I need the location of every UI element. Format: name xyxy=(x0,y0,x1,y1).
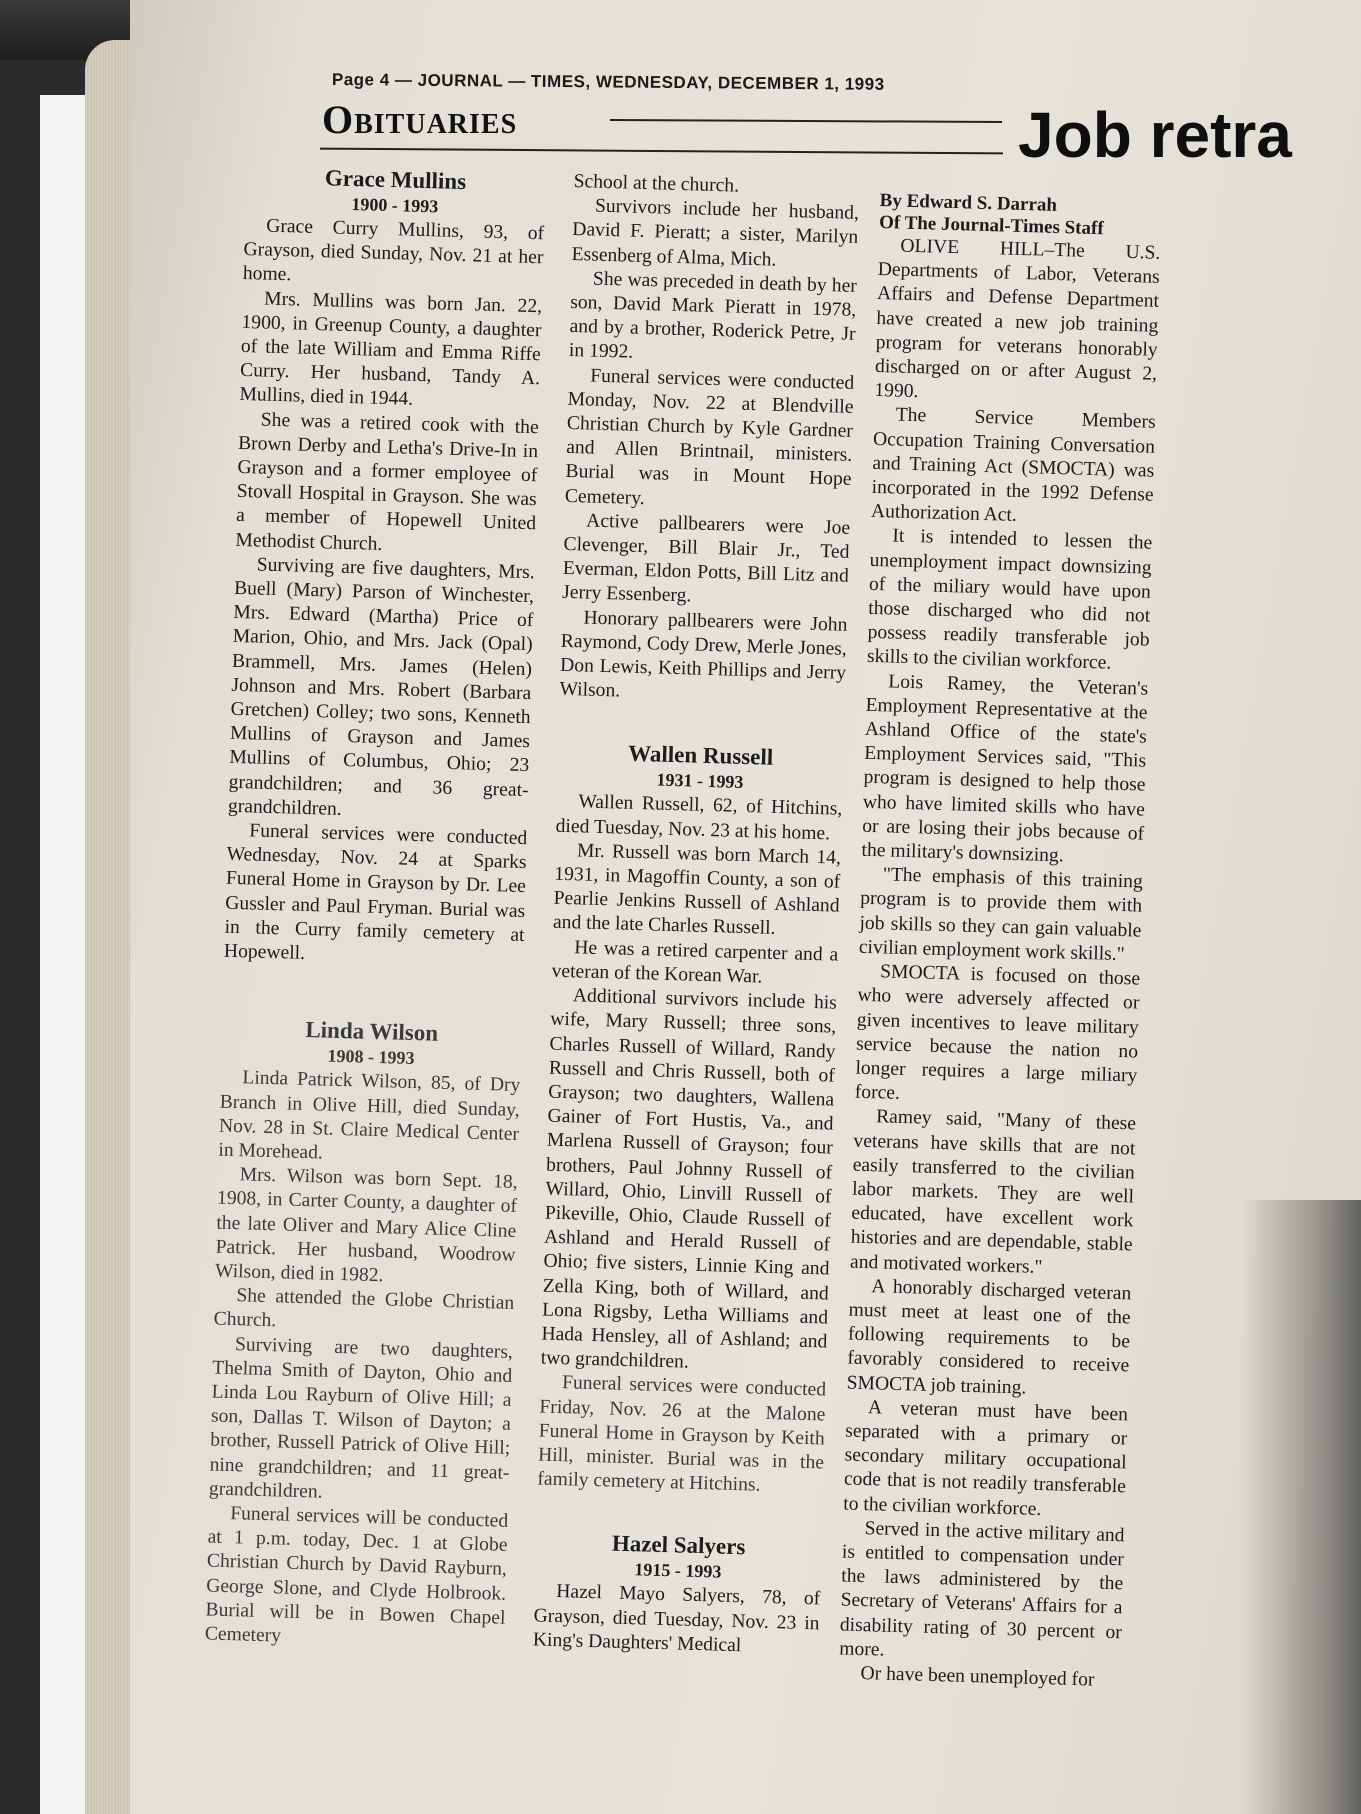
obituary-years: 1915 - 1993 xyxy=(634,1559,722,1583)
obituary-paragraph: Funeral services were conducted Wednesday, Nov. 24 at Sparks Funeral Home in Grayson by Dr. Lee Gussler and Paul Fryman. Burial was in the Curry family cemetery at Hopewell. xyxy=(223,820,528,965)
obituary-paragraph: Grace Curry Mullins, 93, of Grayson, died Sunday, Nov. 21 at her home. xyxy=(242,215,545,286)
obituary-paragraph: School at the church. xyxy=(573,170,740,197)
obituary-paragraph: Wallen Russell, 62, of Hitchins, died Tuesday, Nov. 23 at his home. xyxy=(555,791,843,845)
obituary-years: 1900 - 1993 xyxy=(351,193,439,217)
obituary-paragraph: Mr. Russell was born March 14, 1931, in Magoffin County, a son of Pearlie Jenkins Russell of Ashland and the late Charles Russell. xyxy=(552,840,842,940)
obituary-years: 1931 - 1993 xyxy=(656,770,744,793)
obituary-grace-mullins xyxy=(224,162,546,972)
obituary-paragraph: Mrs. Wilson was born Sept. 18, 1908, in Carter County, a daughter of the late Oliver and Mary Alice Cline Patrick. Her husband, Woodrow Wilson, died in 1982. xyxy=(214,1164,518,1287)
obituary-name: Hazel Salyers xyxy=(611,1530,746,1560)
obituary-paragraph: Honorary pallbearers were John Raymond, Cody Drew, Merle Jones, Don Lewis, Keith Phillips and Jerry Wilson. xyxy=(559,607,848,702)
obituary-paragraph: Survivors include her husband, David F. Pieratt; a sister, Marilyn Essenberg of Alma, Mich. xyxy=(571,195,860,271)
article-paragraph: The Service Members Occupation Training Conversation and Training Act (SMOCTA) was incorporated in the 1992 Defense Authorization Act. xyxy=(870,404,1156,527)
obituary-paragraph: Mrs. Mullins was born Jan. 22, 1900, in Greenup County, a daughter of the late William and Emma Riffe Curry. Her husband, Tandy A. Mullins, died in 1944. xyxy=(239,288,543,411)
article-paragraph: Served in the active military and is entitled to compensation under the laws administered by the Secretary of Veterans' Affairs for a disability rating of 30 percent or more. xyxy=(838,1517,1125,1661)
obituary-column-2 xyxy=(533,170,860,1660)
article-paragraph: Lois Ramey, the Veteran's Employment Representative at the Ashland Office of the state's Employment Services said, "This program is designed to help those who have limited skills who have or are losing their jobs because of the military's downsizing. xyxy=(861,671,1149,867)
obituary-column-1 xyxy=(205,162,546,1655)
obituary-paragraph: She was a retired cook with the Brown Derby and Letha's Drive-In in Grayson and a former employee of Stovall Hospital in Grayson. She was a member of Hopewell United Methodist Church. xyxy=(235,409,539,555)
article-paragraph: Ramey said, "Many of these veterans have skills that are not easily transferred to the civilian labor markets. They are well educated, have excellent work histories and are dependable, stable and motivated workers." xyxy=(849,1106,1137,1278)
obituary-paragraph: Active pallbearers were Joe Clevenger, Bill Blair Jr., Ted Everman, Eldon Potts, Bill Litz and Jerry Essenberg. xyxy=(561,510,851,607)
article-paragraph: A honorably discharged veteran must meet at least one of the following requirements to be favorably considered to receive SMOCTA job training. xyxy=(846,1275,1132,1399)
newspaper-page xyxy=(130,0,1361,1814)
obituary-paragraph: Surviving are five daughters, Mrs. Buell (Mary) Parson of Winchester, Mrs. Edward (Martha) Price of Marion, Ohio, and Mrs. Jack (Opal) Brammell, Mrs. James (Helen) Johnson and Mrs. Robert (Barbara Gretchen) Colley; two sons, Kenneth Mullins of Grayson and James Mullins of Columbus, Ohio; 23 grandchildren; and 36 great-grandchildren. xyxy=(227,554,535,820)
obituary-paragraph: Hazel Mayo Salyers, 78, of Grayson, died Tuesday, Nov. 23 in King's Daughters' Medical xyxy=(532,1581,821,1657)
obituary-paragraph: Surviving are two daughters, Thelma Smith of Dayton, Ohio and Linda Lou Rayburn of Olive Hill; a son, Dallas T. Wilson of Dayton; a brother, Russell Patrick of Olive Hill; nine grandchildren; and 11 great-grandchildren. xyxy=(208,1333,514,1503)
article-paragraph: OLIVE HILL–The U.S. Departments of Labor, Veterans Affairs and Defense Department have created a new job training program for veterans honorably discharged on or after August 2, 1990. xyxy=(874,235,1161,403)
obituary-linda-wilson xyxy=(205,1014,523,1655)
obituary-paragraph: Funeral services were conducted Monday, Nov. 22 at Blendville Christian Church by Kyle Gardner and Allen Brintnail, ministers. Burial was in Mount Hope Cemetery. xyxy=(564,365,855,509)
obituary-paragraph: Additional survivors include his wife, Mary Russell; three sons, Charles Russell of Willard, Randy Russell and Chris Russell, both of Grayson; two daughters, Wallena Gainer of Fort Hustis, Va., and Marlena Russell of Grayson; four brothers, Paul Johnny Russell of Willard, Ohio, Linvill Russell of Pikeville, Ohio, Claude Russell of Ashland and Herald Russell of Ohio; five sisters, Linnie King and Zella King, both of Willard, and Lona Rigsby, Letha Williams and Hada Hensley, all of Ashland; and two grandchildren. xyxy=(540,985,838,1373)
article-paragraph: "The emphasis of this training program is to provide them with job skills so they can gain valuable civilian employment work skills." xyxy=(858,864,1144,966)
obituary-paragraph: Funeral services will be conducted at 1 p.m. today, Dec. 1 at Globe Christian Church by David Rayburn, George Slone, and Clyde Holbrook. Burial will be in Bowen Chapel Cemetery xyxy=(204,1503,509,1647)
obituary-name: Grace Mullins xyxy=(324,165,467,195)
article-byline: By Edward S. Darrah xyxy=(879,190,1058,216)
obituary-continued xyxy=(559,170,860,710)
obituary-paragraph: He was a retired carpenter and a veteran of the Korean War. xyxy=(551,937,839,988)
obituary-name: Wallen Russell xyxy=(627,741,774,771)
article-paragraph: A veteran must have been separated with a primary or secondary military occupational code that is not readily transferable to the civilian workforce. xyxy=(843,1396,1129,1520)
article-paragraph: It is intended to lessen the unemployment impact downsizing of the miliary would have upon those discharged who did not possess readily transferable job skills to the civilian workforce. xyxy=(866,525,1153,675)
obituary-years: 1908 - 1993 xyxy=(327,1045,415,1069)
obituary-wallen-russell xyxy=(537,738,844,1500)
obituary-hazel-salyers xyxy=(533,1528,822,1661)
article-headline: Job retra xyxy=(1018,99,1292,171)
title-rule xyxy=(320,148,1003,155)
article-paragraph: Or have been unemployed for xyxy=(860,1663,1095,1691)
article-paragraph: SMOCTA is focused on those who were adversely affected or given incentives to leave military service because the nation no longer requires a large miliary force. xyxy=(854,961,1141,1105)
title-rule xyxy=(610,119,1002,123)
page-dateline: Page 4 — JOURNAL — TIMES, WEDNESDAY, DECEMBER 1, 1993 xyxy=(331,70,885,94)
article-byline-staff: Of The Journal-Times Staff xyxy=(878,211,1104,240)
obituary-paragraph: Funeral services were conducted Friday, Nov. 26 at the Malone Funeral Home in Grayson by Keith Hill, minister. Burial was in the family cemetery at Hitchins. xyxy=(537,1372,827,1496)
obituary-paragraph: She attended the Globe Christian Church. xyxy=(213,1285,515,1332)
section-title: Obituaries xyxy=(322,97,518,142)
obituary-paragraph: She was preceded in death by her son, David Mark Pieratt in 1978, and by a brother, Roderick Petre, Jr in 1992. xyxy=(568,268,858,364)
obituary-name: Linda Wilson xyxy=(305,1017,439,1046)
article-column xyxy=(838,190,1162,1693)
obituary-paragraph: Linda Patrick Wilson, 85, of Dry Branch in Olive Hill, died Sunday, Nov. 28 in St. Claire Medical Center in Morehead. xyxy=(218,1067,521,1164)
spacer xyxy=(222,964,523,1022)
page-shadow xyxy=(1241,1200,1361,1814)
